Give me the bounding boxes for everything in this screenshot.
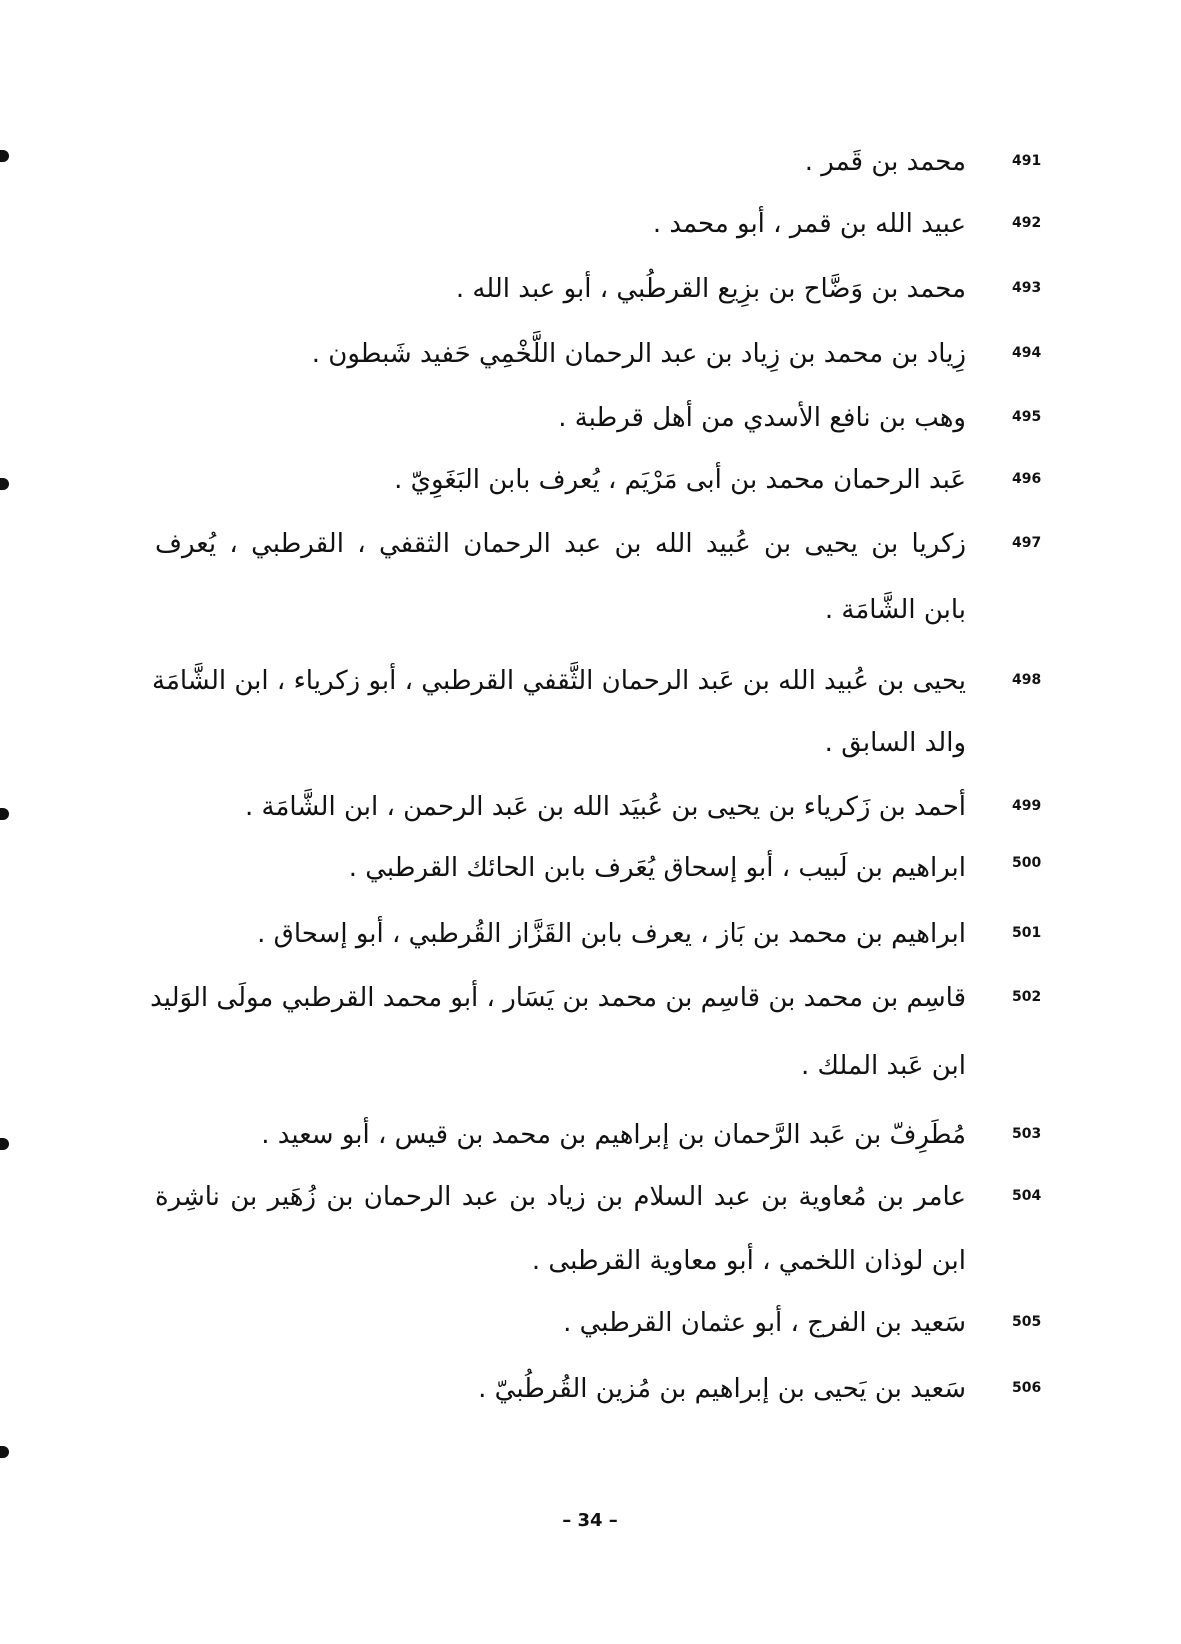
entry-text: يحيى بن عُبيد الله بن عَبد الرحمان الثَّقفي القرطبي ، أبو زكرياء ، ابن الشَّامَة	[152, 666, 966, 696]
scan-edge-mark	[0, 478, 9, 490]
entry-text-continued: والد السابق .	[824, 728, 966, 758]
entry-number: 505	[1012, 1314, 1042, 1330]
entry-number: 492	[1012, 215, 1042, 231]
scan-edge-mark	[0, 1138, 9, 1150]
entry-text: ابراهيم بن لَبيب ، أبو إسحاق يُعَرف بابن الحائك القرطبي .	[348, 853, 966, 883]
entry-number: 491	[1012, 153, 1042, 169]
entry-number: 496	[1012, 471, 1042, 487]
entry-text: قاسِم بن محمد بن قاسِم بن محمد بن يَسَار ، أبو محمد القرطبي مولَى الوَليد	[150, 983, 966, 1013]
entry-number: 499	[1012, 798, 1042, 814]
entry-number: 502	[1012, 989, 1042, 1005]
entry-text-continued: بابن الشَّامَة .	[824, 595, 966, 625]
entry-number: 501	[1012, 925, 1042, 941]
entry-text-continued: ابن عَبد الملك .	[800, 1051, 966, 1081]
entry-text: سَعيد بن الفرج ، أبو عثمان القرطبي .	[563, 1308, 966, 1338]
entry-number: 498	[1012, 672, 1042, 688]
scan-edge-mark	[0, 150, 9, 162]
scan-edge-mark	[0, 1446, 9, 1458]
page-number: – 34 –	[562, 1510, 618, 1531]
entry-number: 500	[1012, 855, 1042, 871]
entry-number: 493	[1012, 280, 1042, 296]
entry-text: عامر بن مُعاوية بن عبد السلام بن زياد بن عبد الرحمان بن زُهَير بن ناشِرة	[155, 1182, 966, 1212]
entry-text: محمد بن وَضَّاح بن بزِيع القرطُبي ، أبو عبد الله .	[455, 274, 966, 304]
entry-text: مُطَرِفّ بن عَبد الرَّحمان بن إبراهيم بن محمد بن قيس ، أبو سعيد .	[261, 1120, 966, 1150]
entry-number: 495	[1012, 409, 1042, 425]
entry-number: 506	[1012, 1380, 1042, 1396]
entry-text: وهب بن نافع الأسدي من أهل قرطبة .	[558, 403, 966, 433]
entry-text-continued: ابن لوذان اللخمي ، أبو معاوية القرطبى .	[531, 1246, 966, 1276]
entry-number: 504	[1012, 1188, 1042, 1204]
entry-text: أحمد بن زَكرياء بن يحيى بن عُبيَد الله بن عَبد الرحمن ، ابن الشَّامَة .	[245, 792, 966, 822]
entry-text: زِياد بن محمد بن زِياد بن عبد الرحمان اللَّخْمِي حَفيد شَبطون .	[311, 339, 966, 369]
entry-number: 494	[1012, 345, 1042, 361]
entry-text: عبيد الله بن قمر ، أبو محمد .	[652, 209, 966, 239]
entry-text: ابراهيم بن محمد بن بَاز ، يعرف بابن القَزَّاز القُرطبي ، أبو إسحاق .	[257, 919, 966, 949]
scan-edge-mark	[0, 808, 9, 820]
entry-text: محمد بن قَمر .	[804, 147, 966, 177]
entry-number: 497	[1012, 535, 1042, 551]
entry-text: عَبد الرحمان محمد بن أبى مَرْيَم ، يُعرف بابن البَغَوِيّ .	[394, 465, 966, 495]
entry-text: سَعيد بن يَحيى بن إبراهيم بن مُزين القُرطُبيّ .	[478, 1374, 966, 1404]
entry-number: 503	[1012, 1126, 1042, 1142]
entry-text: زكريا بن يحيى بن عُبيد الله بن عبد الرحمان الثقفي ، القرطبي ، يُعرف	[155, 529, 966, 559]
